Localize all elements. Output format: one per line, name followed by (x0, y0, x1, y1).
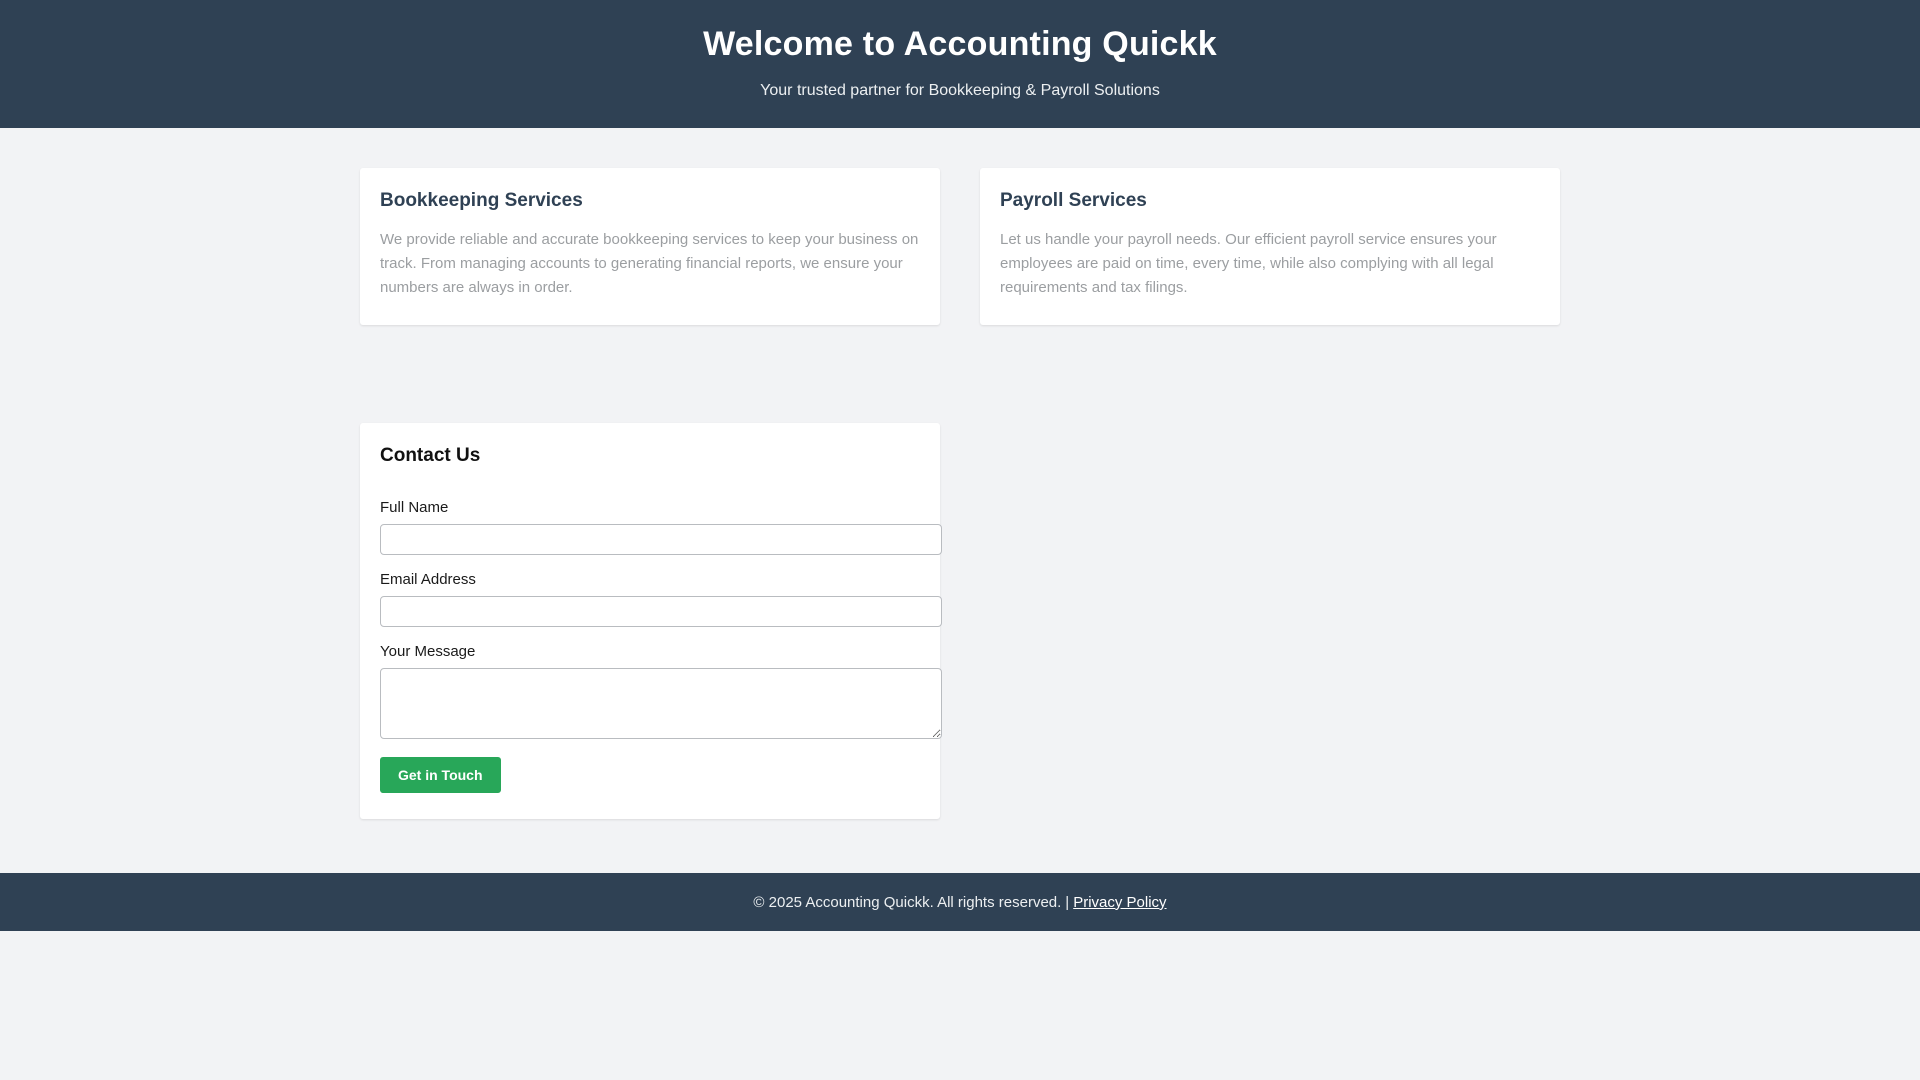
service-card-payroll (980, 168, 1560, 325)
site-footer (0, 873, 1920, 931)
full-name-label: Full Name (380, 499, 449, 517)
services-row (360, 168, 1560, 325)
email-address-input[interactable] (380, 596, 942, 627)
service-title: Bookkeeping Services (380, 190, 583, 212)
email-address-label: Email Address (380, 571, 476, 589)
page-tagline: Your trusted partner for Bookkeeping & Payroll Solutions (760, 82, 1160, 100)
service-title: Payroll Services (1000, 190, 1147, 212)
page-title: Welcome to Accounting Quickk (703, 25, 1217, 63)
service-card-bookkeeping (360, 168, 940, 325)
your-message-textarea[interactable] (380, 668, 942, 739)
contact-section (360, 423, 1560, 819)
service-description: Let us handle your payroll needs. Our efficient payroll service ensures your employees are paid on time, every time, while also complying with all legal requirements and tax filings. (1000, 231, 1497, 296)
full-name-input[interactable] (380, 524, 942, 555)
contact-title: Contact Us (380, 445, 481, 467)
footer-copyright: © 2025 Accounting Quickk. All rights reserved. (753, 893, 1062, 911)
footer-separator: | (1065, 893, 1070, 911)
your-message-label: Your Message (380, 643, 476, 661)
main-content (360, 128, 1560, 819)
privacy-policy-link[interactable]: Privacy Policy (1073, 893, 1167, 911)
service-description: We provide reliable and accurate bookkeeping services to keep your business on track. From managing accounts to generating financial reports, we ensure your numbers are always in order. (380, 231, 919, 296)
get-in-touch-button[interactable]: Get in Touch (380, 757, 501, 793)
contact-card (360, 423, 940, 819)
site-header (0, 0, 1920, 128)
